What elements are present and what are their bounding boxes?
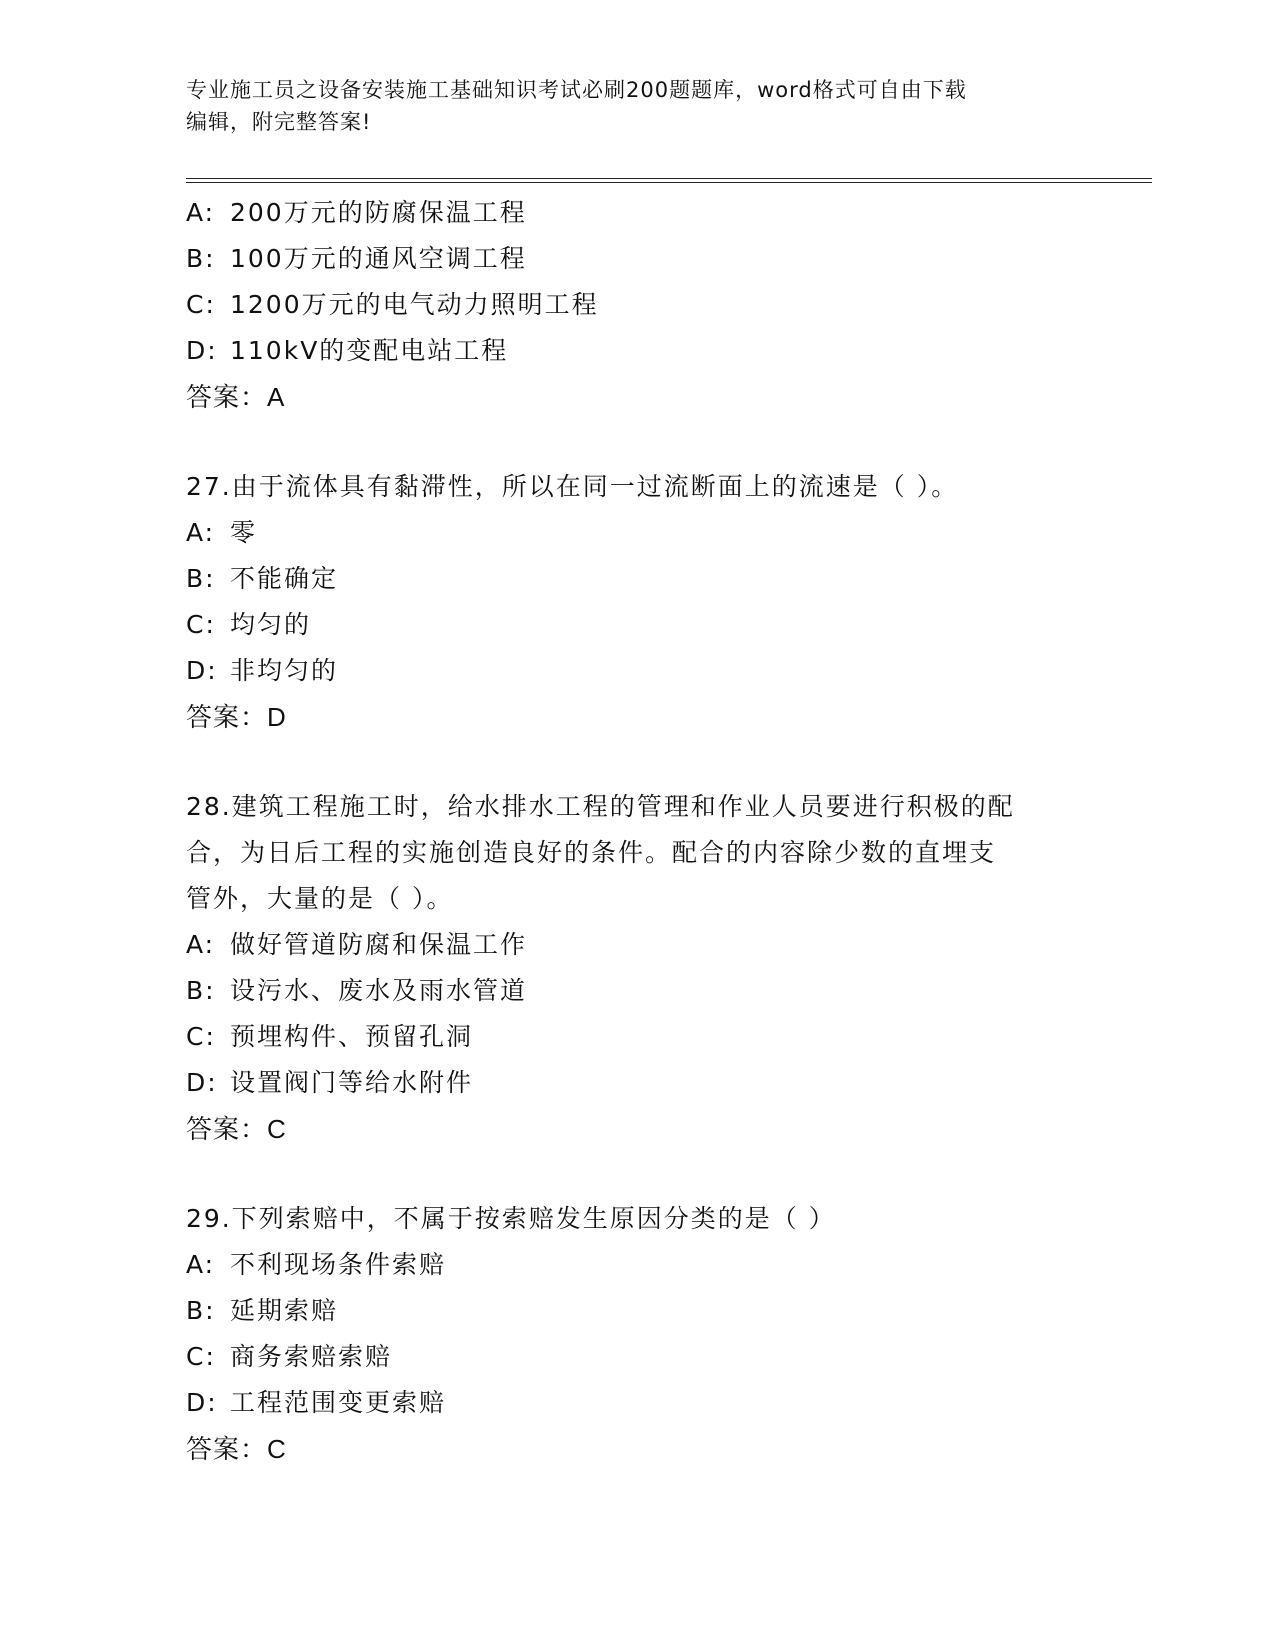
- question-28: [186, 784, 1086, 1152]
- answer-line: 答案：D: [186, 702, 287, 732]
- option-letter: C:: [186, 610, 216, 639]
- option-b: [186, 556, 1086, 602]
- option-text: 不能确定: [230, 564, 339, 593]
- option-letter: B:: [186, 1296, 216, 1325]
- option-text: 设污水、废水及雨水管道: [230, 976, 528, 1005]
- option-letter: B:: [186, 564, 216, 593]
- question-spacer: [186, 740, 1086, 784]
- option-text: 商务索赔索赔: [230, 1342, 393, 1371]
- option-text: 延期索赔: [230, 1296, 339, 1325]
- option-letter: D:: [186, 336, 218, 365]
- option-text: 工程范围变更索赔: [230, 1388, 447, 1417]
- option-b: [186, 968, 1086, 1014]
- question-stem: 27.由于流体具有黏滞性，所以在同一过流断面上的流速是（ ）。: [186, 472, 959, 501]
- header-title-line-2: 编辑，附完整答案!: [186, 110, 372, 134]
- option-text: 做好管道防腐和保温工作: [230, 930, 528, 959]
- option-c: [186, 1014, 1086, 1060]
- option-letter: C:: [186, 1022, 216, 1051]
- header-title-line-1: 专业施工员之设备安装施工基础知识考试必刷200题题库，word格式可自由下载: [186, 78, 967, 102]
- option-letter: D:: [186, 1388, 218, 1417]
- option-c: [186, 602, 1086, 648]
- question-stem: 28.建筑工程施工时，给水排水工程的管理和作业人员要进行积极的配: [186, 792, 1015, 821]
- option-text: 100万元的通风空调工程: [230, 244, 527, 273]
- question-26: [186, 190, 1086, 420]
- option-letter: A:: [186, 518, 216, 547]
- header-divider-top: [186, 178, 1152, 179]
- question-stem: 管外，大量的是（ ）。: [186, 884, 454, 913]
- question-27: [186, 464, 1086, 740]
- option-letter: A:: [186, 198, 216, 227]
- option-letter: C:: [186, 290, 216, 319]
- option-c: [186, 1334, 1086, 1380]
- option-text: 110kV的变配电站工程: [230, 336, 509, 365]
- question-spacer: [186, 420, 1086, 464]
- option-letter: D:: [186, 1068, 218, 1097]
- option-letter: A:: [186, 1250, 216, 1279]
- question-29: [186, 1196, 1086, 1472]
- option-a: [186, 190, 1086, 236]
- option-a: [186, 922, 1086, 968]
- option-text: 非均匀的: [230, 656, 339, 685]
- option-a: [186, 510, 1086, 556]
- option-text: 不利现场条件索赔: [230, 1250, 447, 1279]
- question-list: [186, 190, 1086, 1472]
- option-letter: B:: [186, 976, 216, 1005]
- option-text: 预埋构件、预留孔洞: [230, 1022, 474, 1051]
- option-c: [186, 282, 1086, 328]
- option-d: [186, 1380, 1086, 1426]
- option-b: [186, 236, 1086, 282]
- option-d: [186, 1060, 1086, 1106]
- option-text: 200万元的防腐保温工程: [230, 198, 527, 227]
- option-a: [186, 1242, 1086, 1288]
- option-text: 设置阀门等给水附件: [230, 1068, 474, 1097]
- option-text: 1200万元的电气动力照明工程: [230, 290, 599, 319]
- question-stem: 合，为日后工程的实施创造良好的条件。配合的内容除少数的直埋支: [186, 838, 997, 867]
- document-header: [186, 74, 1066, 138]
- question-spacer: [186, 1152, 1086, 1196]
- option-letter: D:: [186, 656, 218, 685]
- answer-line: 答案：A: [186, 382, 286, 412]
- option-text: 零: [230, 518, 258, 547]
- option-letter: C:: [186, 1342, 216, 1371]
- option-letter: A:: [186, 930, 216, 959]
- option-b: [186, 1288, 1086, 1334]
- option-d: [186, 648, 1086, 694]
- question-stem: 29.下列索赔中，不属于按索赔发生原因分类的是（ ）: [186, 1204, 836, 1233]
- option-d: [186, 328, 1086, 374]
- answer-line: 答案：C: [186, 1434, 287, 1464]
- answer-line: 答案：C: [186, 1114, 287, 1144]
- option-letter: B:: [186, 244, 216, 273]
- option-text: 均匀的: [230, 610, 312, 639]
- header-divider-bottom: [186, 182, 1152, 183]
